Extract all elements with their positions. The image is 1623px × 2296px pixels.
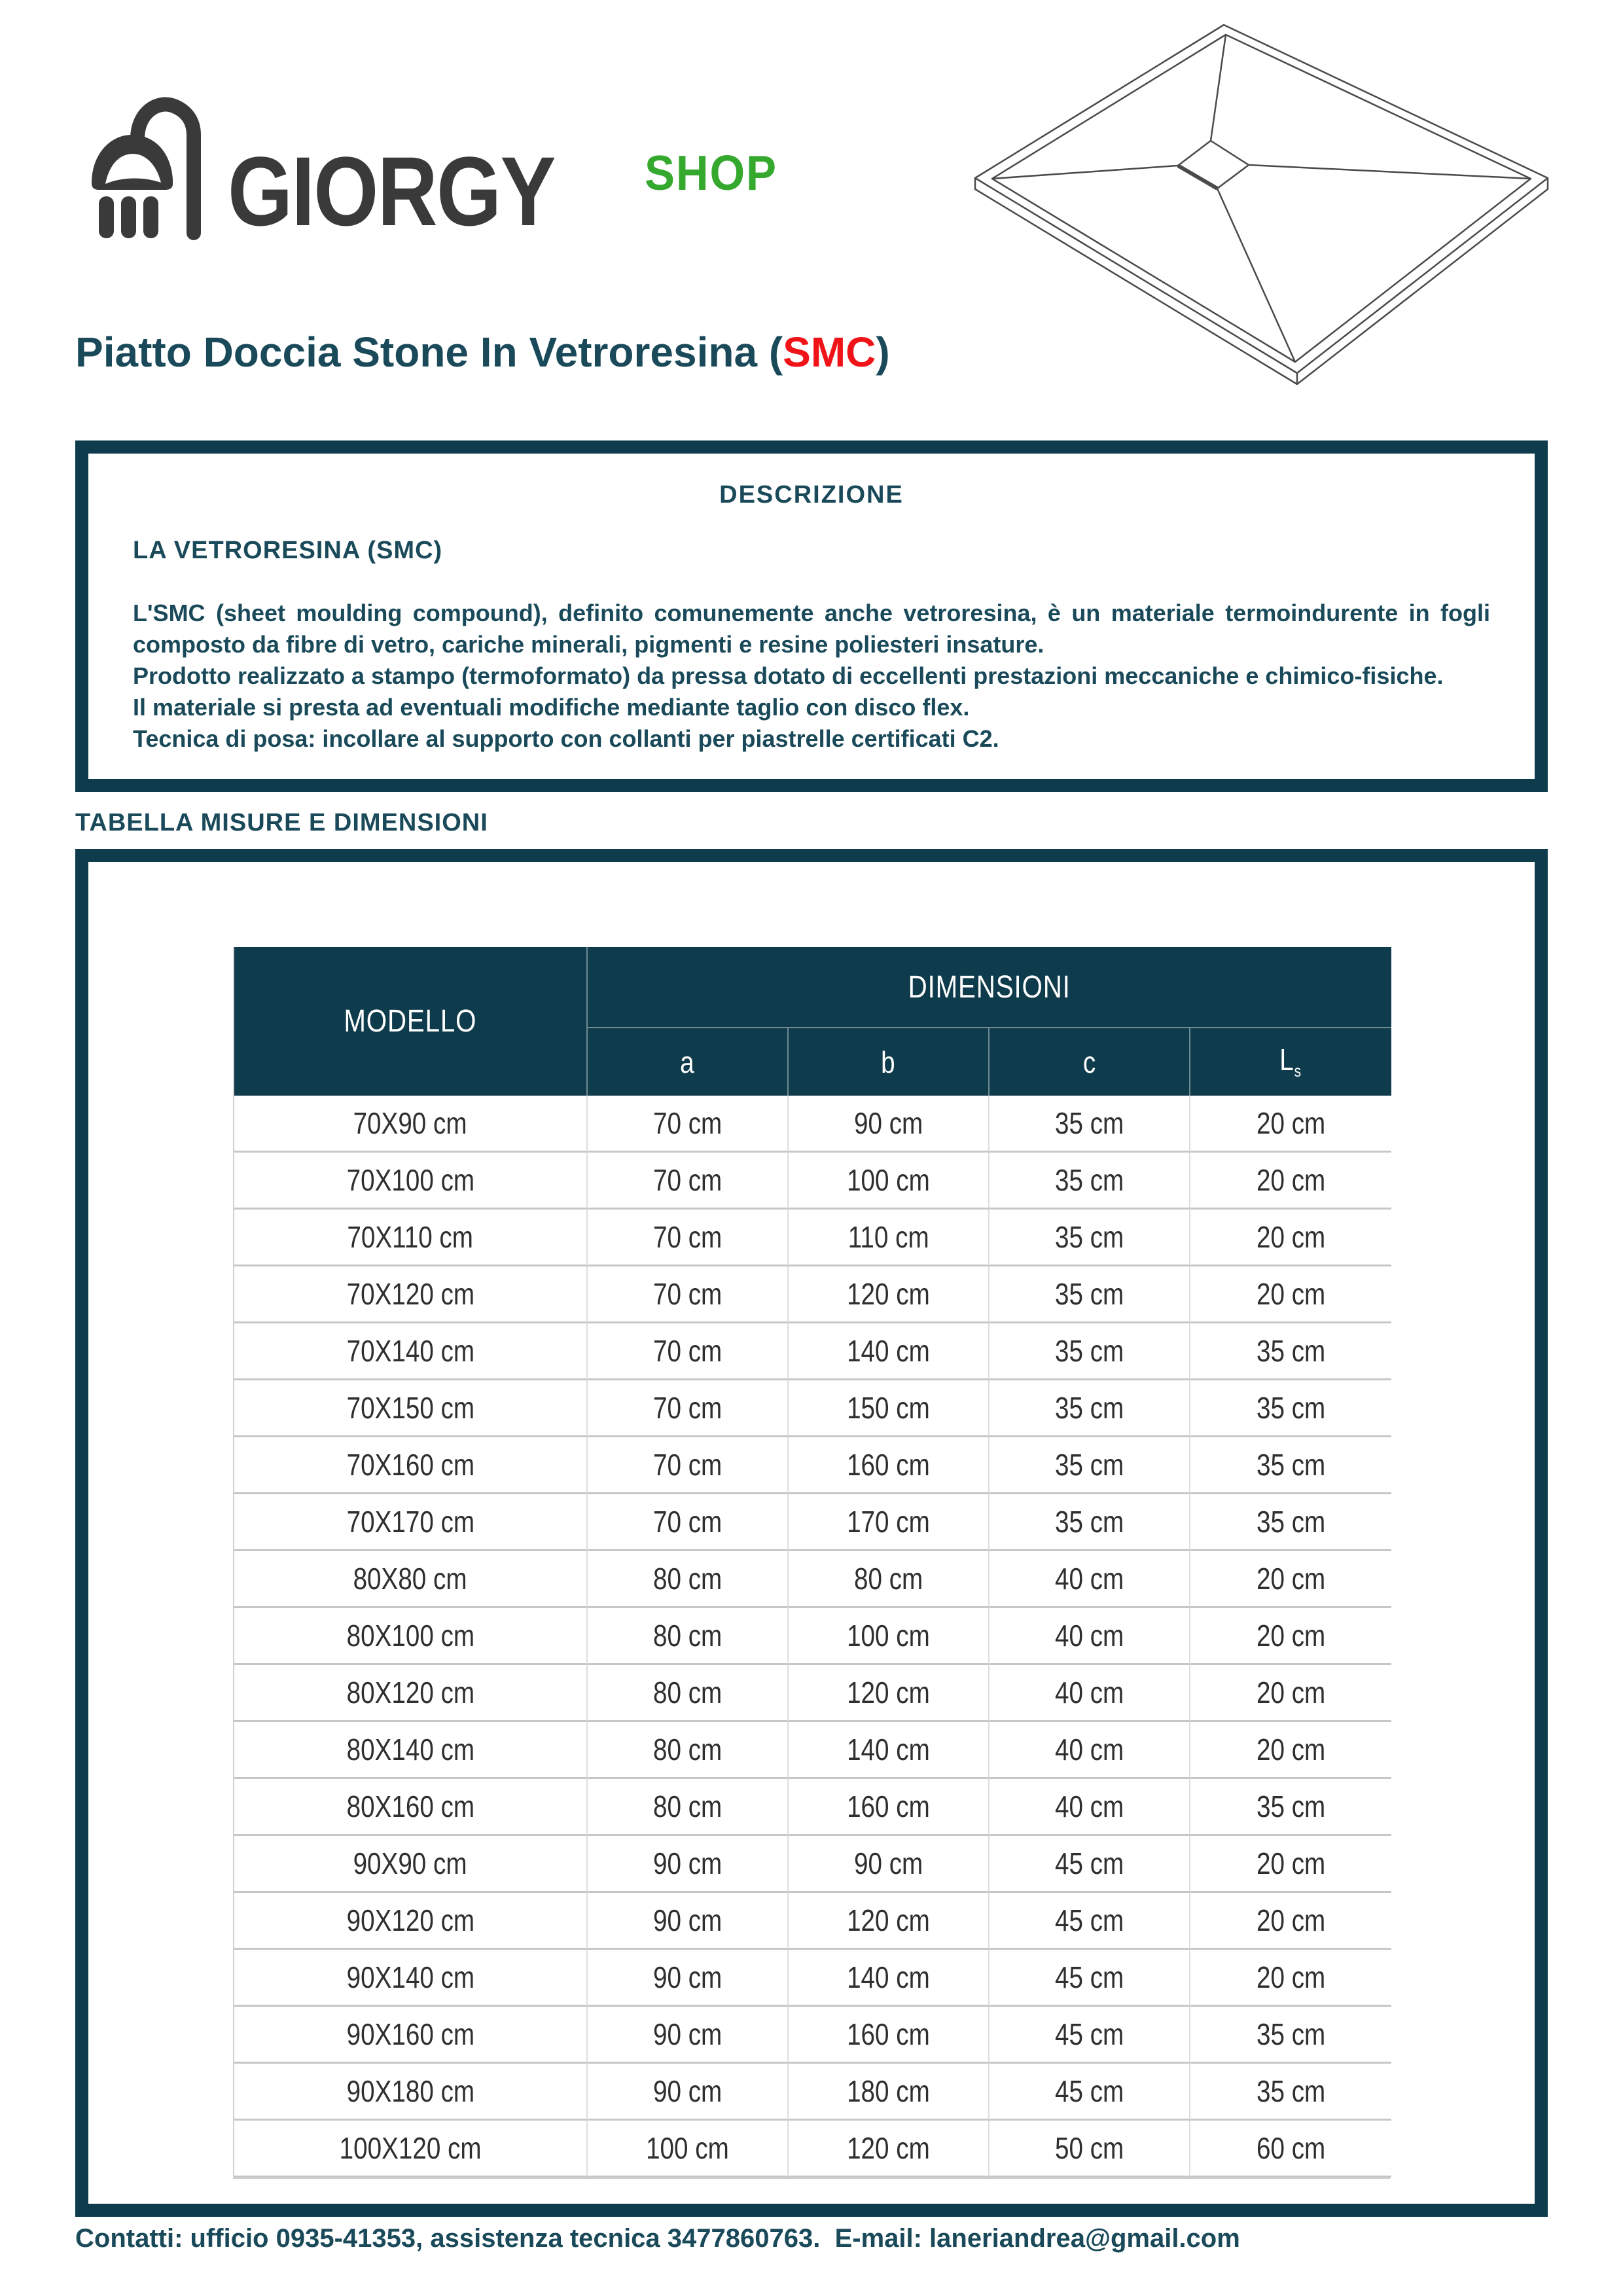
dimension-cell-a: 70 cm bbox=[588, 1437, 789, 1494]
dimension-cell-c: 35 cm bbox=[990, 1210, 1190, 1266]
model-cell: 70X140 cm bbox=[234, 1323, 588, 1380]
dimension-cell-a: 90 cm bbox=[588, 2007, 789, 2064]
footer-contacts: Contatti: ufficio 0935-41353, assistenza tecnica 3477860763. E-mail: laneriandrea@gmail.com bbox=[75, 2224, 1240, 2253]
dimension-cell-b: 90 cm bbox=[789, 1096, 990, 1153]
dimension-cell-ls: 35 cm bbox=[1190, 1494, 1391, 1551]
dimension-cell-ls: 60 cm bbox=[1190, 2121, 1391, 2178]
model-cell: 70X120 cm bbox=[234, 1266, 588, 1323]
dimension-cell-b: 140 cm bbox=[789, 1722, 990, 1779]
dimension-cell-ls: 20 cm bbox=[1190, 1551, 1391, 1608]
dimension-cell-b: 120 cm bbox=[789, 1893, 990, 1950]
dimension-cell-ls: 35 cm bbox=[1190, 2064, 1391, 2121]
modello-header: MODELLO bbox=[234, 947, 588, 1096]
dimension-cell-ls: 20 cm bbox=[1190, 1096, 1391, 1153]
dimension-cell-c: 35 cm bbox=[990, 1323, 1190, 1380]
dimension-cell-c: 45 cm bbox=[990, 1893, 1190, 1950]
dimension-cell-a: 80 cm bbox=[588, 1722, 789, 1779]
dimension-cell-c: 35 cm bbox=[990, 1437, 1190, 1494]
dimension-cell-a: 80 cm bbox=[588, 1779, 789, 1836]
dimension-cell-c: 35 cm bbox=[990, 1096, 1190, 1153]
model-cell: 70X90 cm bbox=[234, 1096, 588, 1153]
dimension-cell-a: 90 cm bbox=[588, 1836, 789, 1893]
page-title-text: Piatto Doccia Stone In Vetroresina ( bbox=[75, 329, 783, 376]
dimension-cell-c: 35 cm bbox=[990, 1153, 1190, 1210]
dimension-cell-b: 80 cm bbox=[789, 1551, 990, 1608]
page-title-close: ) bbox=[876, 329, 890, 376]
dimension-cell-b: 90 cm bbox=[789, 1836, 990, 1893]
dimension-cell-ls: 20 cm bbox=[1190, 1836, 1391, 1893]
dimension-cell-ls: 20 cm bbox=[1190, 1722, 1391, 1779]
description-paragraph: L'SMC (sheet moulding compound), definito comunemente anche vetroresina, è un materiale termoindurente in fogli composto da fibre di vetro, cariche minerali, pigmenti e resine poliesteri insature. bbox=[133, 600, 1490, 658]
dimension-cell-b: 180 cm bbox=[789, 2064, 990, 2121]
col-header-ls: $L_s$ bbox=[1190, 1028, 1391, 1096]
dimension-cell-b: 120 cm bbox=[789, 1266, 990, 1323]
model-cell: 100X120 cm bbox=[234, 2121, 588, 2178]
model-cell: 90X160 cm bbox=[234, 2007, 588, 2064]
model-cell: 80X160 cm bbox=[234, 1779, 588, 1836]
description-paragraph: Prodotto realizzato a stampo (termoformato) da pressa dotato di eccellenti prestazioni meccaniche e chimico-fisiche. bbox=[133, 662, 1444, 689]
dimension-cell-ls: 20 cm bbox=[1190, 1950, 1391, 2007]
model-cell: 80X120 cm bbox=[234, 1665, 588, 1722]
dimension-cell-ls: 20 cm bbox=[1190, 1266, 1391, 1323]
dimension-cell-a: 90 cm bbox=[588, 2064, 789, 2121]
dimension-cell-b: 160 cm bbox=[789, 1779, 990, 1836]
dimension-cell-ls: 20 cm bbox=[1190, 1153, 1391, 1210]
dimension-cell-ls: 35 cm bbox=[1190, 2007, 1391, 2064]
dimension-cell-b: 100 cm bbox=[789, 1608, 990, 1665]
dimension-cell-a: 80 cm bbox=[588, 1608, 789, 1665]
dimension-cell-ls: 35 cm bbox=[1190, 1437, 1391, 1494]
dimension-cell-a: 100 cm bbox=[588, 2121, 789, 2178]
model-cell: 70X100 cm bbox=[234, 1153, 588, 1210]
dimension-cell-a: 90 cm bbox=[588, 1893, 789, 1950]
model-cell: 90X140 cm bbox=[234, 1950, 588, 2007]
model-cell: 70X170 cm bbox=[234, 1494, 588, 1551]
dimension-cell-b: 100 cm bbox=[789, 1153, 990, 1210]
description-paragraph: Il materiale si presta ad eventuali modifiche mediante taglio con disco flex. bbox=[133, 694, 970, 721]
dimension-cell-a: 70 cm bbox=[588, 1494, 789, 1551]
dimension-cell-b: 110 cm bbox=[789, 1210, 990, 1266]
dimension-cell-a: 70 cm bbox=[588, 1153, 789, 1210]
shower-head-icon bbox=[88, 92, 226, 249]
title-highlight: SMC bbox=[783, 329, 876, 376]
dimension-cell-ls: 35 cm bbox=[1190, 1380, 1391, 1437]
dimension-cell-c: 40 cm bbox=[990, 1779, 1190, 1836]
dimension-cell-b: 120 cm bbox=[789, 1665, 990, 1722]
model-cell: 90X120 cm bbox=[234, 1893, 588, 1950]
dimension-cell-b: 120 cm bbox=[789, 2121, 990, 2178]
description-paragraphs bbox=[133, 598, 1490, 755]
dimension-cell-c: 40 cm bbox=[990, 1551, 1190, 1608]
dimension-cell-c: 45 cm bbox=[990, 1950, 1190, 2007]
description-paragraph: Tecnica di posa: incollare al supporto con collanti per piastrelle certificati C2. bbox=[133, 725, 999, 752]
dimension-cell-ls: 35 cm bbox=[1190, 1323, 1391, 1380]
dimension-cell-ls: 20 cm bbox=[1190, 1210, 1391, 1266]
dimension-cell-b: 140 cm bbox=[789, 1950, 990, 2007]
dimension-cell-ls: 20 cm bbox=[1190, 1893, 1391, 1950]
size-table-box bbox=[75, 849, 1548, 2217]
dimension-cell-a: 90 cm bbox=[588, 1950, 789, 2007]
description-heading: DESCRIZIONE bbox=[719, 481, 904, 509]
model-cell: 70X110 cm bbox=[234, 1210, 588, 1266]
dimension-cell-a: 80 cm bbox=[588, 1551, 789, 1608]
dimension-cell-a: 70 cm bbox=[588, 1266, 789, 1323]
size-table bbox=[233, 947, 1390, 2179]
dimension-cell-c: 50 cm bbox=[990, 2121, 1190, 2178]
model-cell: 90X90 cm bbox=[234, 1836, 588, 1893]
dimension-cell-a: 70 cm bbox=[588, 1096, 789, 1153]
dimension-cell-c: 40 cm bbox=[990, 1665, 1190, 1722]
col-header-a: a bbox=[588, 1028, 789, 1096]
description-subheading: LA VETRORESINA (SMC) bbox=[133, 537, 443, 564]
dimension-cell-ls: 20 cm bbox=[1190, 1665, 1391, 1722]
dimension-cell-c: 40 cm bbox=[990, 1722, 1190, 1779]
model-cell: 80X80 cm bbox=[234, 1551, 588, 1608]
dimension-cell-ls: 20 cm bbox=[1190, 1608, 1391, 1665]
model-cell: 80X140 cm bbox=[234, 1722, 588, 1779]
dimension-cell-c: 45 cm bbox=[990, 1836, 1190, 1893]
dimension-cell-a: 70 cm bbox=[588, 1380, 789, 1437]
dimension-cell-c: 45 cm bbox=[990, 2007, 1190, 2064]
dimension-cell-c: 35 cm bbox=[990, 1266, 1190, 1323]
dimension-cell-c: 35 cm bbox=[990, 1380, 1190, 1437]
dimensioni-header: DIMENSIONI bbox=[588, 947, 1391, 1028]
model-cell: 80X100 cm bbox=[234, 1608, 588, 1665]
col-header-b: b bbox=[789, 1028, 990, 1096]
model-cell: 70X150 cm bbox=[234, 1380, 588, 1437]
brand-name: GIORGY bbox=[228, 136, 555, 246]
dimension-cell-a: 80 cm bbox=[588, 1665, 789, 1722]
dimension-cell-c: 35 cm bbox=[990, 1494, 1190, 1551]
description-box bbox=[75, 440, 1548, 792]
dimension-cell-ls: 35 cm bbox=[1190, 1779, 1391, 1836]
col-header-c: c bbox=[990, 1028, 1190, 1096]
dimension-cell-b: 160 cm bbox=[789, 1437, 990, 1494]
model-cell: 70X160 cm bbox=[234, 1437, 588, 1494]
dimension-cell-b: 160 cm bbox=[789, 2007, 990, 2064]
dimension-cell-b: 140 cm bbox=[789, 1323, 990, 1380]
dimension-cell-b: 170 cm bbox=[789, 1494, 990, 1551]
dimension-cell-a: 70 cm bbox=[588, 1323, 789, 1380]
dimension-cell-c: 40 cm bbox=[990, 1608, 1190, 1665]
page-title bbox=[75, 329, 1548, 375]
model-cell: 90X180 cm bbox=[234, 2064, 588, 2121]
dimension-cell-b: 150 cm bbox=[789, 1380, 990, 1437]
dimension-cell-c: 45 cm bbox=[990, 2064, 1190, 2121]
table-section-label: TABELLA MISURE E DIMENSIONI bbox=[75, 809, 488, 836]
dimension-cell-a: 70 cm bbox=[588, 1210, 789, 1266]
brand-suffix: SHOP bbox=[645, 145, 777, 200]
